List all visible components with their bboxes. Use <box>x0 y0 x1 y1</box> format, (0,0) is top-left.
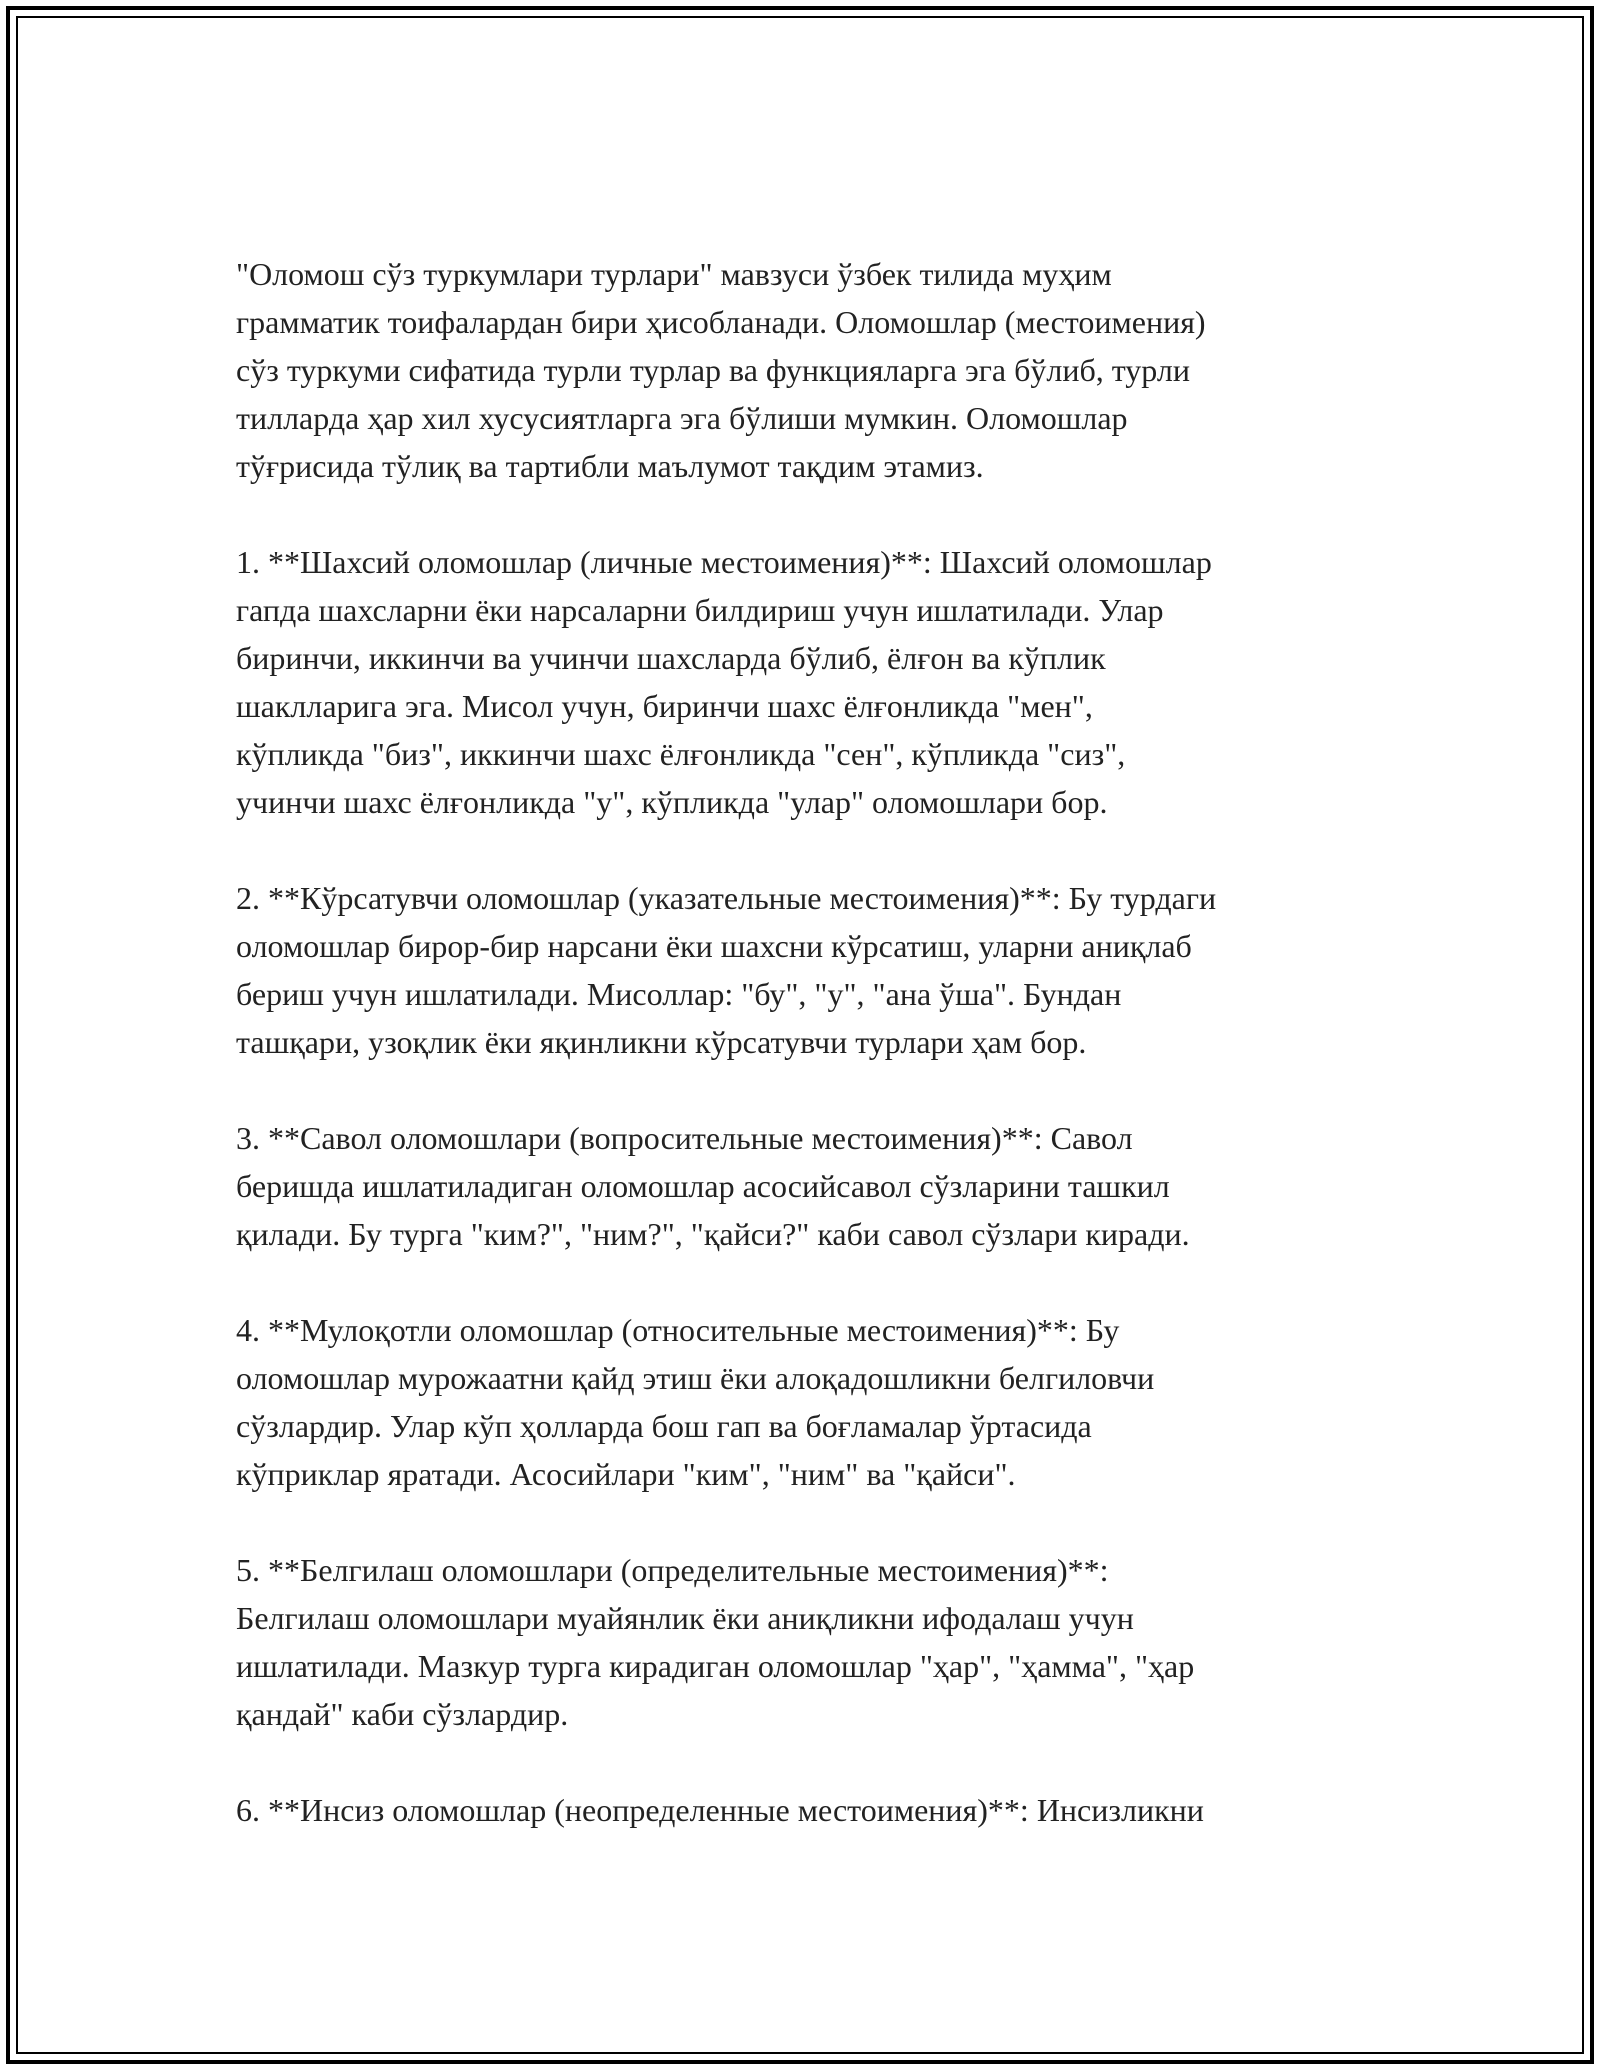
paragraph-personal-pronouns: 1. **Шахсий оломошлар (личные местоимения)**: Шахсий оломошлар гапда шахсларни ёки нарсаларни билдириш учун ишлатилади. Улар биринчи, иккинчи ва учинчи шахсларда бўлиб, ёлғон ва кўплик шаклларига эга. Мисол учун, биринчи шахс ёлғонликда "мен", кўпликда "биз", иккинчи шахс ёлғонликда "сен", кўпликда "сиз", учинчи шахс ёлғонликда "у", кўпликда "улар" оломошлари бор. <box>236 544 1212 820</box>
document-body <box>236 250 1386 1882</box>
paragraph-determinative-pronouns: 5. **Белгилаш оломошлари (определительные местоимения)**: Белгилаш оломошлари муайянлик ёки аниқликни ифодалаш учун ишлатилади. Мазкур турга кирадиган оломошлар "ҳар", "ҳамма", "ҳар қандай" каби сўзлардир. <box>236 1552 1195 1732</box>
paragraph-interrogative-pronouns: 3. **Савол оломошлари (вопросительные местоимения)**: Савол беришда ишлатиладиган оломошлар асосийсавол сўзларини ташкил қилади. Бу турга "ким?", "ним?", "қайси?" каби савол сўзлари киради. <box>236 1120 1190 1252</box>
paragraph-indefinite-pronouns: 6. **Инсиз оломошлар (неопределенные местоимения)**: Инсизликни <box>236 1792 1204 1828</box>
paragraph-relative-pronouns: 4. **Мулоқотли оломошлар (относительные местоимения)**: Бу оломошлар мурожаатни қайд этиш ёки алоқадошликни белгиловчи сўзлардир. Улар кўп ҳолларда бош гап ва боғламалар ўртасида кўприклар яратади. Асосийлари "ким", "ним" ва "қайси". <box>236 1312 1155 1492</box>
paragraph-demonstrative-pronouns: 2. **Кўрсатувчи оломошлар (указательные местоимения)**: Бу турдаги оломошлар бирор-бир нарсани ёки шахсни кўрсатиш, уларни аниқлаб бериш учун ишлатилади. Мисоллар: "бу", "у", "ана ўша". Бундан ташқари, узоқлик ёки яқинликни кўрсатувчи турлари ҳам бор. <box>236 880 1217 1060</box>
intro-paragraph: "Оломош сўз туркумлари турлари" мавзуси ўзбек тилида муҳим грамматик тоифалардан бири ҳисобланади. Оломошлар (местоимения) сўз туркуми сифатида турли турлар ва функцияларга эга бўлиб, турли тилларда ҳар хил хусусиятларга эга бўлиши мумкин. Оломошлар тўғрисида тўлиқ ва тартибли маълумот тақдим этамиз. <box>236 256 1206 484</box>
